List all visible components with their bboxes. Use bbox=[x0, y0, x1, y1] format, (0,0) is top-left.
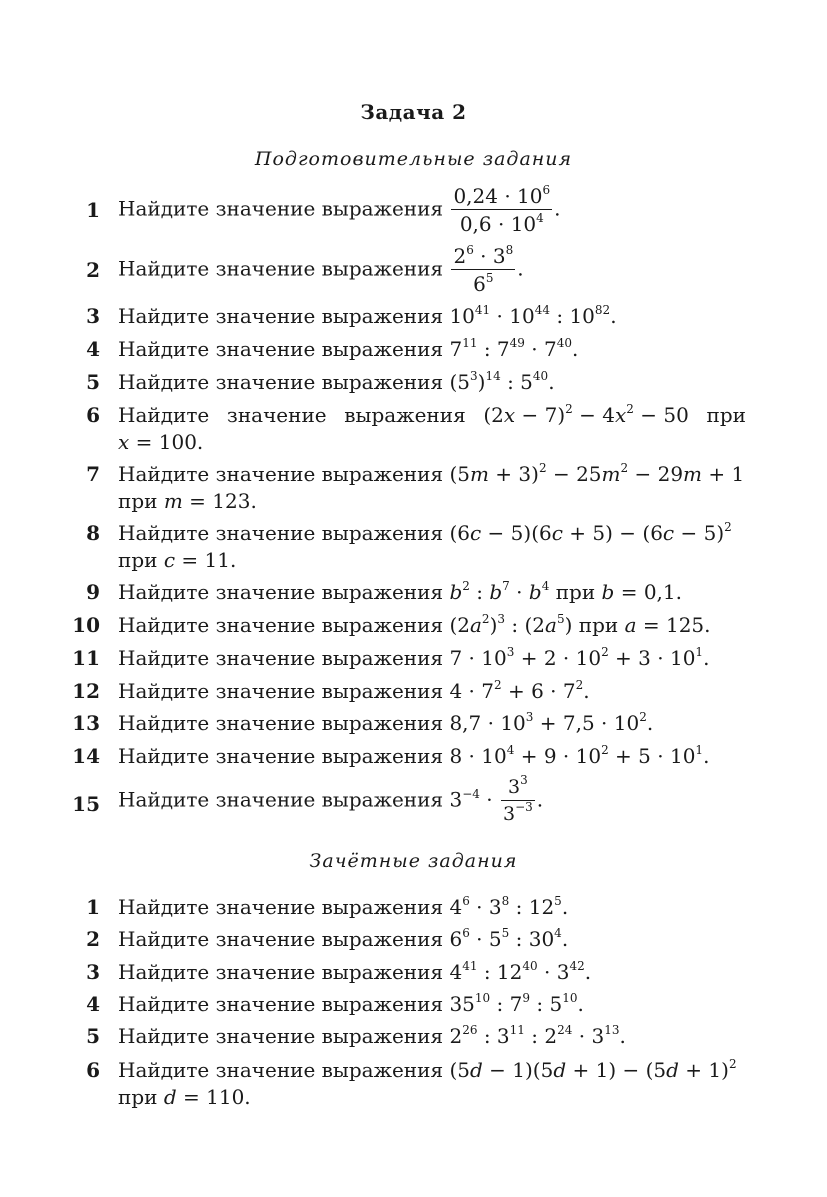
phrase: Найдите значение выражения bbox=[118, 256, 444, 281]
item-text: Найдите значение выражения $3^{-4}$ · $\frac{3^3}{3^{-3}}$ . bbox=[118, 773, 544, 825]
item-text: Найдите значение выражения $2^{26}$ : $3^{11}$ : $2^{24} \cdot 3^{13}$. bbox=[118, 1023, 626, 1048]
phrase: Найдите значение выражения bbox=[118, 679, 444, 703]
item-text: Найдите значение выражения $(2a^2)^3$ : $(2a^5)$ при a = 125. bbox=[118, 612, 711, 637]
item-number: 15 bbox=[72, 792, 100, 816]
item-text-continued: при d = 110. bbox=[118, 1085, 251, 1109]
item-number: 9 bbox=[86, 580, 100, 604]
phrase: Найдите значение выражения bbox=[118, 613, 444, 637]
item-text: Найдите значение выражения $8,7 \cdot 10^3 + 7,5 \cdot 10^2$. bbox=[118, 710, 654, 735]
phrase: Найдите значение выражения bbox=[118, 580, 444, 604]
phrase: Найдите значение выражения bbox=[118, 960, 444, 984]
item-text: Найдите значение выражения $b^2$ : $b^7 \cdot b^4$ при b = 0,1. bbox=[118, 579, 682, 604]
list-item bbox=[60, 183, 750, 236]
item-number: 2 bbox=[86, 927, 100, 951]
item-text: Найдите значение выражения $4^{41}$ : $12^{40} \cdot 3^{42}$. bbox=[118, 959, 592, 984]
item-number: 14 bbox=[72, 744, 100, 768]
item-number: 12 bbox=[72, 679, 100, 703]
item-number: 13 bbox=[72, 711, 100, 735]
item-text: Найдите значение выражения $(6c - 5)(6c + 5) - (6c - 5)^2$ bbox=[118, 520, 732, 545]
item-text: Найдите значение выражения $4 \cdot 7^2 + 6 \cdot 7^2$. bbox=[118, 678, 590, 703]
fraction: $\frac{2^6 \cdot 3^8}{6^5}$ bbox=[453, 243, 514, 296]
phrase: Найдите значение выражения bbox=[118, 462, 444, 486]
item-number: 3 bbox=[86, 304, 100, 328]
phrase: Найдите значение выражения bbox=[118, 521, 444, 545]
item-text: Найдите значение выражения $6^6 \cdot 5^5$ : $30^4$. bbox=[118, 926, 569, 951]
item-text: Найдите значение выражения $\frac{0,24 \cdot 10^6}{0,6 \cdot 10^4}$ . bbox=[118, 183, 561, 236]
item-text: Найдите значение выражения $\frac{2^6 \cdot 3^8}{6^5}$ . bbox=[118, 243, 524, 296]
fraction: $\frac{0,24 \cdot 10^6}{0,6 \cdot 10^4}$ bbox=[453, 183, 551, 236]
item-text: Найдите значение выражения $8 \cdot 10^4 + 9 \cdot 10^2 + 5 \cdot 10^1$. bbox=[118, 743, 710, 768]
list-item bbox=[60, 773, 750, 830]
item-number: 6 bbox=[86, 403, 100, 427]
section-heading-prep: Подготовительные задания bbox=[254, 148, 573, 170]
item-number: 10 bbox=[72, 613, 100, 637]
item-text-continued: при m = 123. bbox=[118, 489, 257, 513]
item-number: 8 bbox=[86, 521, 100, 545]
item-text: Найдите значение выражения $(2x - 7)^2 - 4x^2 - 50$ при bbox=[118, 402, 746, 427]
item-text: Найдите значение выражения $(5m + 3)^2 - 25m^2 - 29m + 1$ bbox=[118, 461, 745, 486]
fraction: $\frac{3^3}{3^{-3}}$ bbox=[502, 773, 533, 825]
item-number: 1 bbox=[86, 895, 100, 919]
item-text: Найдите значение выражения $7^{11}$ : $7^{49} \cdot 7^{40}$. bbox=[118, 336, 579, 361]
phrase: Найдите значение выражения bbox=[118, 196, 444, 221]
item-text: Найдите значение выражения $(5^3)^{14}$ : $5^{40}$. bbox=[118, 369, 555, 394]
phrase: Найдите значение выражения bbox=[118, 711, 444, 735]
phrase: Найдите значение выражения bbox=[118, 337, 444, 361]
item-number: 6 bbox=[86, 1058, 100, 1082]
item-number: 4 bbox=[86, 992, 100, 1016]
item-text: Найдите значение выражения $4^6 \cdot 3^8$ : $12^5$. bbox=[118, 894, 569, 919]
item-number: 1 bbox=[86, 198, 100, 222]
section-heading-test: Зачётные задания bbox=[309, 850, 518, 872]
phrase: Найдите значение выражения bbox=[118, 895, 444, 919]
item-number: 5 bbox=[86, 1024, 100, 1048]
item-number: 3 bbox=[86, 960, 100, 984]
item-text: Найдите значение выражения $10^{41} \cdot 10^{44}$ : $10^{82}$. bbox=[118, 303, 617, 328]
item-text: Найдите значение выражения $(5d - 1)(5d + 1) - (5d + 1)^2$ bbox=[118, 1057, 737, 1082]
phrase: Найдите значение выражения bbox=[118, 787, 444, 812]
item-number: 7 bbox=[86, 462, 100, 486]
item-number: 4 bbox=[86, 337, 100, 361]
phrase: Найдите значение выражения bbox=[118, 927, 444, 951]
item-text: Найдите значение выражения $7 \cdot 10^3 + 2 \cdot 10^2 + 3 \cdot 10^1$. bbox=[118, 645, 710, 670]
phrase: Найдите значение выражения bbox=[118, 744, 444, 768]
phrase: Найдите значение выражения bbox=[118, 646, 444, 670]
phrase: Найдите значение выражения bbox=[118, 304, 444, 328]
phrase: Найдите значение выражения bbox=[118, 370, 444, 394]
phrase: Найдите значение выражения bbox=[118, 1024, 444, 1048]
item-number: 11 bbox=[72, 646, 100, 670]
task-title: Задача 2 bbox=[360, 100, 467, 124]
phrase: Найдите значение выражения bbox=[118, 992, 444, 1016]
list-item bbox=[60, 243, 750, 296]
item-text: Найдите значение выражения $35^{10}$ : $7^9$ : $5^{10}$. bbox=[118, 991, 584, 1016]
phrase: Найдите значение выражения bbox=[118, 1058, 444, 1082]
item-number: 2 bbox=[86, 258, 100, 282]
item-text-continued: x = 100. bbox=[118, 430, 204, 454]
item-number: 5 bbox=[86, 370, 100, 394]
item-text-continued: при c = 11. bbox=[118, 548, 237, 572]
